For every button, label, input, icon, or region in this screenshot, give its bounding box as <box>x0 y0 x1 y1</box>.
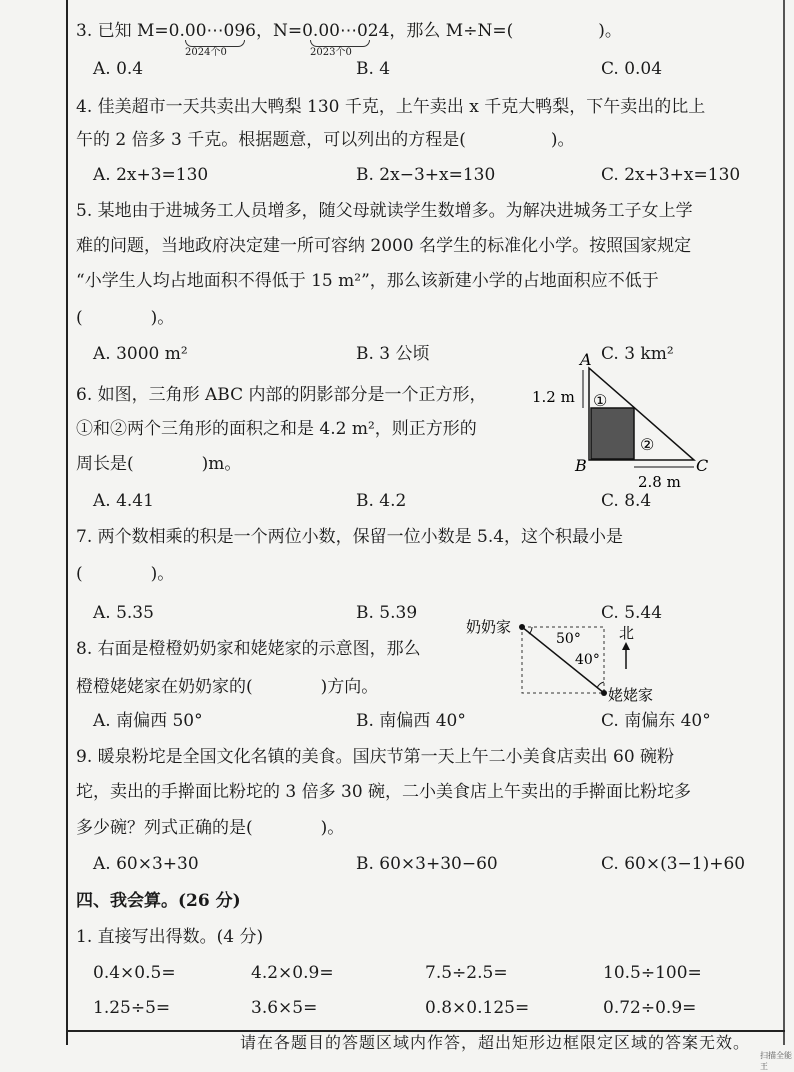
calc-item: 1.25÷5= <box>93 998 171 1018</box>
q5-option-c: C. 3 km² <box>601 344 674 364</box>
q3-option-a: A. 0.4 <box>93 59 144 79</box>
q8-option-c: C. 南偏东 40° <box>601 711 711 731</box>
q6-option-c: C. 8.4 <box>601 491 652 511</box>
q6-option-a: A. 4.41 <box>93 491 154 511</box>
q9-line2: 坨，卖出的手擀面比粉坨的 3 倍多 30 碗，二小美食店上午卖出的手擀面比粉坨多 <box>76 782 692 802</box>
q8-option-a: A. 南偏西 50° <box>93 711 203 731</box>
q6-line1: 6. 如图，三角形 ABC 内部的阴影部分是一个正方形， <box>76 385 487 405</box>
answer-frame-right <box>783 0 785 1045</box>
triangle-2-label: ② <box>640 435 655 454</box>
calc-item: 4.2×0.9= <box>251 963 334 983</box>
q3-stem: 3. 已知 M=0.00⋯096，N=0.00⋯024，那么 M÷N=( )。 <box>76 21 622 41</box>
answer-frame-left <box>66 0 68 1045</box>
q5-line3: “小学生人均占地面积不得低于 15 m²”，那么该新建小学的占地面积应不低于 <box>76 271 659 291</box>
angle-40-label: 40° <box>575 652 600 668</box>
direction-figure <box>462 612 702 707</box>
left-length-label: 1.2 m <box>532 388 575 406</box>
q5-option-a: A. 3000 m² <box>93 344 188 364</box>
q5-option-b: B. 3 公顷 <box>356 344 430 364</box>
q7-line2: ( )。 <box>76 564 175 584</box>
q3-brace-m: 2024个0 <box>185 40 245 59</box>
calc-item: 0.72÷0.9= <box>603 998 697 1018</box>
triangle-abc-figure <box>530 350 730 490</box>
vertex-a: A <box>580 350 592 369</box>
calc-item: 0.4×0.5= <box>93 963 176 983</box>
q4-option-a: A. 2x+3=130 <box>93 165 209 185</box>
q9-line1: 9. 暖泉粉坨是全国文化名镇的美食。国庆节第一天上午二小美食店卖出 60 碗粉 <box>76 747 675 767</box>
q6-line3: 周长是( )m。 <box>76 454 242 474</box>
q6-option-b: B. 4.2 <box>356 491 407 511</box>
scanner-watermark: 扫描全能王 <box>760 1051 792 1071</box>
q3-option-c: C. 0.04 <box>601 59 663 79</box>
q9-line3: 多少碗？列式正确的是( )。 <box>76 818 345 838</box>
bottom-length-label: 2.8 m <box>638 473 681 490</box>
calc-item: 10.5÷100= <box>603 963 702 983</box>
grandma2-home-label: 姥姥家 <box>608 686 654 704</box>
q4-option-b: B. 2x−3+x=130 <box>356 165 496 185</box>
q7-option-b: B. 5.39 <box>356 603 418 623</box>
north-label: 北 <box>619 624 635 642</box>
vertex-b: B <box>575 456 587 475</box>
q3-brace-n: 2023个0 <box>310 40 370 59</box>
calc-item: 0.8×0.125= <box>425 998 530 1018</box>
calc-item: 3.6×5= <box>251 998 318 1018</box>
q9-option-c: C. 60×(3−1)+60 <box>601 854 746 874</box>
q3-option-b: B. 4 <box>356 59 391 79</box>
q8-option-b: B. 南偏西 40° <box>356 711 466 731</box>
q8-line1: 8. 右面是橙橙奶奶家和姥姥家的示意图，那么 <box>76 639 421 659</box>
q5-line1: 5. 某地由于进城务工人员增多，随父母就读学生数增多。为解决进城务工子女上学 <box>76 201 693 221</box>
q4-option-c: C. 2x+3+x=130 <box>601 165 741 185</box>
section-4-sub1: 1. 直接写出得数。(4 分) <box>76 927 264 947</box>
q9-option-a: A. 60×3+30 <box>93 854 199 874</box>
triangle-1-label: ① <box>593 391 608 410</box>
q5-line4: ( )。 <box>76 308 175 328</box>
q9-option-b: B. 60×3+30−60 <box>356 854 498 874</box>
q5-line2: 难的问题，当地政府决定建一所可容纳 2000 名学生的标准化小学。按照国家规定 <box>76 236 692 256</box>
section-4-title: 四、我会算。(26 分) <box>76 891 241 911</box>
grandma-home-label: 奶奶家 <box>466 618 512 636</box>
calc-item: 7.5÷2.5= <box>425 963 508 983</box>
q6-line2: ①和②两个三角形的面积之和是 4.2 m²，则正方形的 <box>76 419 477 439</box>
q4-line1: 4. 佳美超市一天共卖出大鸭梨 130 千克，上午卖出 x 千克大鸭梨，下午卖出的比上 <box>76 97 706 117</box>
shaded-square <box>591 408 634 459</box>
q4-line2: 午的 2 倍多 3 千克。根据题意，可以列出的方程是( )。 <box>76 130 575 150</box>
footer-note: 请在各题目的答题区域内作答，超出矩形边框限定区域的答案无效。 <box>240 1033 751 1052</box>
vertex-c: C <box>696 456 709 475</box>
angle-50-label: 50° <box>556 631 581 647</box>
q7-option-a: A. 5.35 <box>93 603 154 623</box>
q7-option-c: C. 5.44 <box>601 603 663 623</box>
q7-line1: 7. 两个数相乘的积是一个两位小数，保留一位小数是 5.4，这个积最小是 <box>76 527 624 547</box>
q8-line2: 橙橙姥姥家在奶奶家的( )方向。 <box>76 677 379 697</box>
